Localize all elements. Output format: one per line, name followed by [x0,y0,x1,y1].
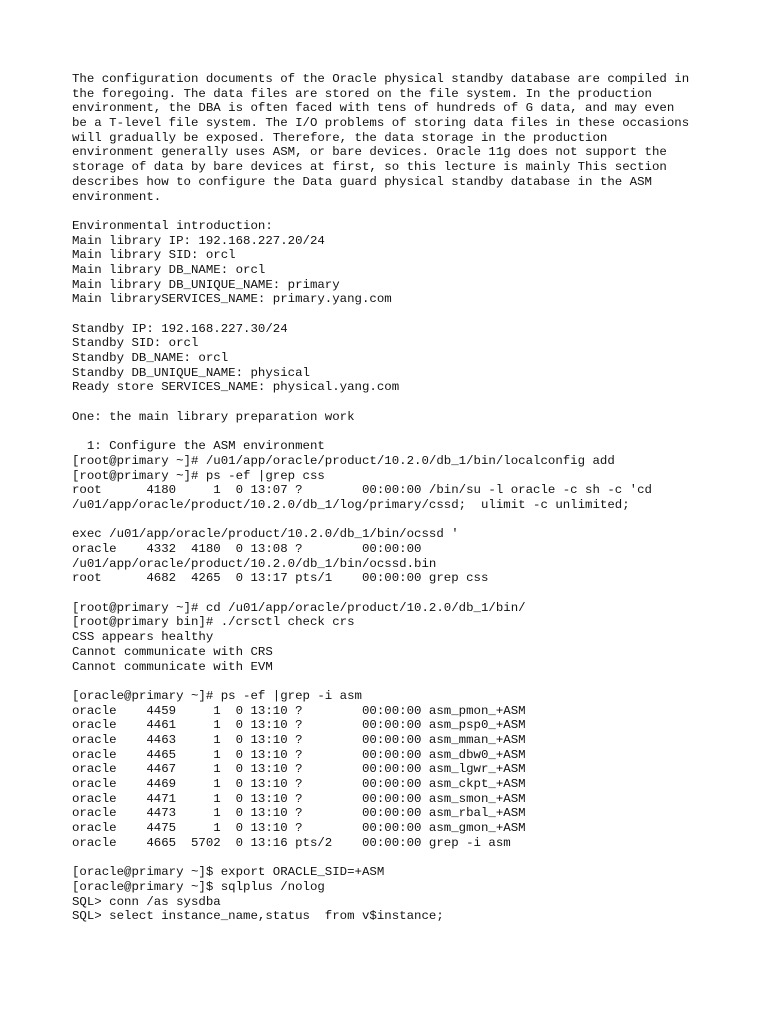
text-line: oracle 4665 5702 0 13:16 pts/2 00:00:00 grep -i asm [72,835,511,850]
text-line: [oracle@primary ~]$ export ORACLE_SID=+ASM [72,865,385,880]
text-line: [root@primary ~]# cd /u01/app/oracle/product/10.2.0/db_1/bin/ [72,600,526,615]
text-line: /u01/app/oracle/product/10.2.0/db_1/bin/ocssd.bin [72,556,437,571]
text-line: [root@primary ~]# /u01/app/oracle/product/10.2.0/db_1/bin/localconfig add [72,453,615,468]
text-line: Main library DB_NAME: orcl [72,262,266,277]
text-line: describes how to configure the Data guard physical standby database in the ASM [72,174,652,189]
text-line: exec /u01/app/oracle/product/10.2.0/db_1/bin/ocssd ' [72,527,459,542]
text-line: Main librarySERVICES_NAME: primary.yang.com [72,292,392,307]
text-line: Standby DB_UNIQUE_NAME: physical [72,365,310,380]
text-line: [root@primary bin]# ./crsctl check crs [72,615,355,630]
text-line: oracle 4475 1 0 13:10 ? 00:00:00 asm_gmon_+ASM [72,821,526,836]
text-line [72,586,712,601]
text-line: /u01/app/oracle/product/10.2.0/db_1/log/primary/cssd; ulimit -c unlimited; [72,497,630,512]
text-line: oracle 4469 1 0 13:10 ? 00:00:00 asm_ckpt_+ASM [72,777,526,791]
text-line: One: the main library preparation work [72,409,355,424]
text-line [72,674,712,689]
text-line [72,307,712,322]
text-line [72,425,712,440]
text-line: Standby SID: orcl [72,336,199,351]
document-page [72,72,712,924]
text-line: Cannot communicate with CRS [72,644,273,659]
text-line: Standby DB_NAME: orcl [72,351,229,366]
text-line: root 4180 1 0 13:07 ? 00:00:00 /bin/su -l oracle -c sh -c 'cd [72,483,652,498]
text-line: Main library SID: orcl [72,248,236,263]
text-line: oracle 4473 1 0 13:10 ? 00:00:00 asm_rbal_+ASM [72,806,526,821]
text-line [72,513,712,528]
text-line: Ready store SERVICES_NAME: physical.yang.com [72,380,400,395]
text-line: will gradually be exposed. Therefore, the data storage in the production [72,130,608,145]
text-line: The configuration documents of the Oracle physical standby database are compiled in [72,72,690,86]
text-line: storage of data by bare devices at first, so this lecture is mainly This section [72,160,667,175]
text-line: oracle 4459 1 0 13:10 ? 00:00:00 asm_pmon_+ASM [72,703,526,718]
text-line: SQL> select instance_name,status from v$instance; [72,909,444,924]
text-line: Cannot communicate with EVM [72,659,273,674]
text-line: 1: Configure the ASM environment [72,439,325,454]
text-line: oracle 4332 4180 0 13:08 ? 00:00:00 [72,542,422,556]
text-line [72,204,712,219]
text-line: Main library DB_UNIQUE_NAME: primary [72,277,340,292]
text-line: environment, the DBA is often faced with tens of hundreds of G data, and may even [72,101,675,116]
text-line: the foregoing. The data files are stored on the file system. In the production [72,86,652,101]
text-line: Standby IP: 192.168.227.30/24 [72,321,288,336]
text-line: oracle 4467 1 0 13:10 ? 00:00:00 asm_lgwr_+ASM [72,762,526,777]
text-line: Main library IP: 192.168.227.20/24 [72,233,325,248]
text-line: oracle 4461 1 0 13:10 ? 00:00:00 asm_psp0_+ASM [72,718,526,733]
text-line: environment generally uses ASM, or bare devices. Oracle 11g does not support the [72,145,667,160]
text-line: be a T-level file system. The I/O problems of storing data files in these occasions [72,116,690,131]
text-line: SQL> conn /as sysdba [72,894,221,909]
text-line: oracle 4465 1 0 13:10 ? 00:00:00 asm_dbw0_+ASM [72,747,526,762]
text-line: root 4682 4265 0 13:17 pts/1 00:00:00 grep css [72,571,489,586]
text-line [72,850,712,865]
text-line: oracle 4471 1 0 13:10 ? 00:00:00 asm_smon_+ASM [72,791,526,806]
text-line: Environmental introduction: [72,218,273,233]
text-line: [oracle@primary ~]$ sqlplus /nolog [72,879,325,894]
text-line: environment. [72,189,162,204]
text-line [72,395,712,410]
text-line: CSS appears healthy [72,630,214,645]
text-line: [oracle@primary ~]# ps -ef |grep -i asm [72,688,362,703]
text-line: [root@primary ~]# ps -ef |grep css [72,468,325,483]
text-line: oracle 4463 1 0 13:10 ? 00:00:00 asm_mman_+ASM [72,732,526,747]
